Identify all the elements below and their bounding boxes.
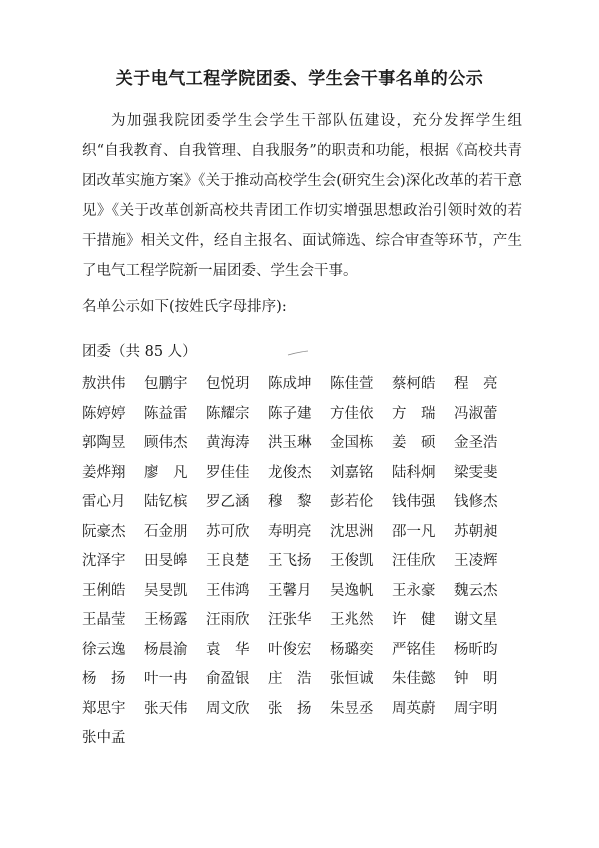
name-item: 徐云逸: [82, 641, 126, 658]
name-item: 邵一凡: [392, 523, 436, 540]
name-item: 魏云杰: [454, 582, 498, 599]
name-item: 庄 浩: [268, 671, 312, 687]
names-grid: [82, 370, 522, 754]
name-item: 王杨露: [144, 612, 188, 628]
name-item: 梁雯斐: [454, 464, 498, 481]
name-item: 汪佳欣: [392, 553, 436, 569]
name-item: 杨 扬: [82, 671, 126, 687]
name-item: 罗乙涵: [206, 494, 250, 510]
name-item: 张中孟: [82, 730, 126, 746]
name-item: 汪张华: [268, 612, 312, 628]
name-item: 张天伟: [144, 700, 188, 717]
name-item: 阮豪杰: [82, 523, 126, 540]
name-item: 龙俊杰: [268, 464, 312, 481]
name-item: 彭若伦: [330, 494, 374, 510]
name-item: 王馨月: [268, 582, 312, 599]
name-item: 郑思宇: [82, 700, 126, 717]
name-item: 王永豪: [392, 582, 436, 599]
name-item: 杨昕昀: [454, 641, 498, 658]
name-item: 张 扬: [268, 700, 312, 717]
name-item: 姜烨翔: [82, 464, 126, 481]
section-title: 团委（共 85 人）: [82, 344, 197, 360]
name-item: 袁 华: [206, 641, 250, 658]
name-item: 刘嘉铭: [330, 464, 374, 481]
name-item: 寿明亮: [268, 523, 312, 540]
name-item: 苏朝昶: [454, 523, 498, 540]
name-item: 许 健: [392, 612, 436, 628]
name-item: 王兆然: [330, 612, 374, 628]
name-item: 沈思洲: [330, 523, 374, 540]
name-item: 陈益雷: [144, 405, 188, 422]
name-item: 谢文星: [454, 612, 498, 628]
name-item: 王俐皓: [82, 582, 126, 599]
name-item: 包悦玥: [206, 376, 250, 392]
name-item: 陆科炯: [392, 464, 436, 481]
name-item: 王良楚: [206, 553, 250, 569]
name-item: 叶一冉: [144, 671, 188, 687]
name-item: 廖 凡: [144, 464, 188, 481]
name-item: 陈耀宗: [206, 405, 250, 422]
name-item: 陈成坤: [268, 376, 312, 392]
name-item: 王凌辉: [454, 553, 498, 569]
name-item: 周宇明: [454, 700, 498, 717]
name-item: 陈婷婷: [82, 405, 126, 422]
name-item: 金圣浩: [454, 435, 498, 451]
name-item: 金国栋: [330, 435, 374, 451]
list-intro: 名单公示如下(按姓氏字母排序):: [82, 299, 287, 315]
intro-paragraph: 为加强我院团委学生会学生干部队伍建设，充分发挥学生组织“自我教育、自我管理、自我服务”的职责和功能，根据《高校共青团改革实施方案》《关于推动高校学生会(研究生会)深化改革的若干意见》《关于改革创新高校共青团工作切实增强思想政治引领时效的若干措施》相关文件，经自主报名、面试筛选、综合审查等环节，产生了电气工程学院新一届团委、学生会干事。: [82, 113, 522, 279]
name-item: 敖洪伟: [82, 376, 126, 392]
name-item: 方 瑞: [392, 405, 436, 422]
name-item: 沈泽宇: [82, 553, 126, 569]
name-item: 王晶莹: [82, 612, 126, 628]
name-item: 周文欣: [206, 700, 250, 717]
name-item: 方佳依: [330, 405, 374, 422]
name-item: 严铭佳: [392, 641, 436, 658]
name-item: 钱修杰: [454, 494, 498, 510]
name-item: 田旻皞: [144, 553, 188, 569]
name-item: 张恒诚: [330, 671, 374, 687]
name-item: 姜 硕: [392, 435, 436, 451]
document-title: 关于电气工程学院团委、学生会干事名单的公示: [115, 69, 484, 89]
name-item: 吴旻凯: [144, 582, 188, 599]
name-item: 蔡柯皓: [392, 376, 436, 392]
name-item: 郭陶昱: [82, 435, 126, 451]
name-item: 雷心月: [82, 494, 126, 510]
name-item: 钱伟强: [392, 494, 436, 510]
name-item: 苏可欣: [206, 523, 250, 540]
name-item: 程 亮: [454, 376, 498, 392]
name-item: 罗佳佳: [206, 464, 250, 481]
name-item: 石金朋: [144, 523, 188, 540]
name-item: 黄海涛: [206, 435, 250, 451]
name-item: 陈子建: [268, 405, 312, 422]
name-item: 陆钇槟: [144, 494, 188, 510]
name-item: 顾伟杰: [144, 435, 188, 451]
name-item: 洪玉琳: [268, 435, 312, 451]
name-item: 钟 明: [454, 671, 498, 687]
name-item: 朱佳懿: [392, 671, 436, 687]
name-item: 王伟鸿: [206, 582, 250, 599]
name-item: 杨晨渝: [144, 641, 188, 658]
name-item: 汪雨欣: [206, 612, 250, 628]
name-item: 朱昱丞: [330, 700, 374, 717]
name-item: 王俊凯: [330, 553, 374, 569]
name-item: 王飞扬: [268, 553, 312, 569]
name-item: 吴逸帆: [330, 582, 374, 599]
name-item: 陈佳萱: [330, 376, 374, 392]
name-item: 叶俊宏: [268, 641, 312, 658]
name-item: 包鹏宇: [144, 376, 188, 392]
pen-mark: [287, 350, 309, 356]
name-item: 俞盈银: [206, 671, 250, 687]
name-item: 杨璐奕: [330, 641, 374, 658]
name-item: 冯淑蕾: [454, 405, 498, 422]
name-item: 周英蔚: [392, 700, 436, 717]
name-item: 穆 黎: [268, 494, 312, 510]
